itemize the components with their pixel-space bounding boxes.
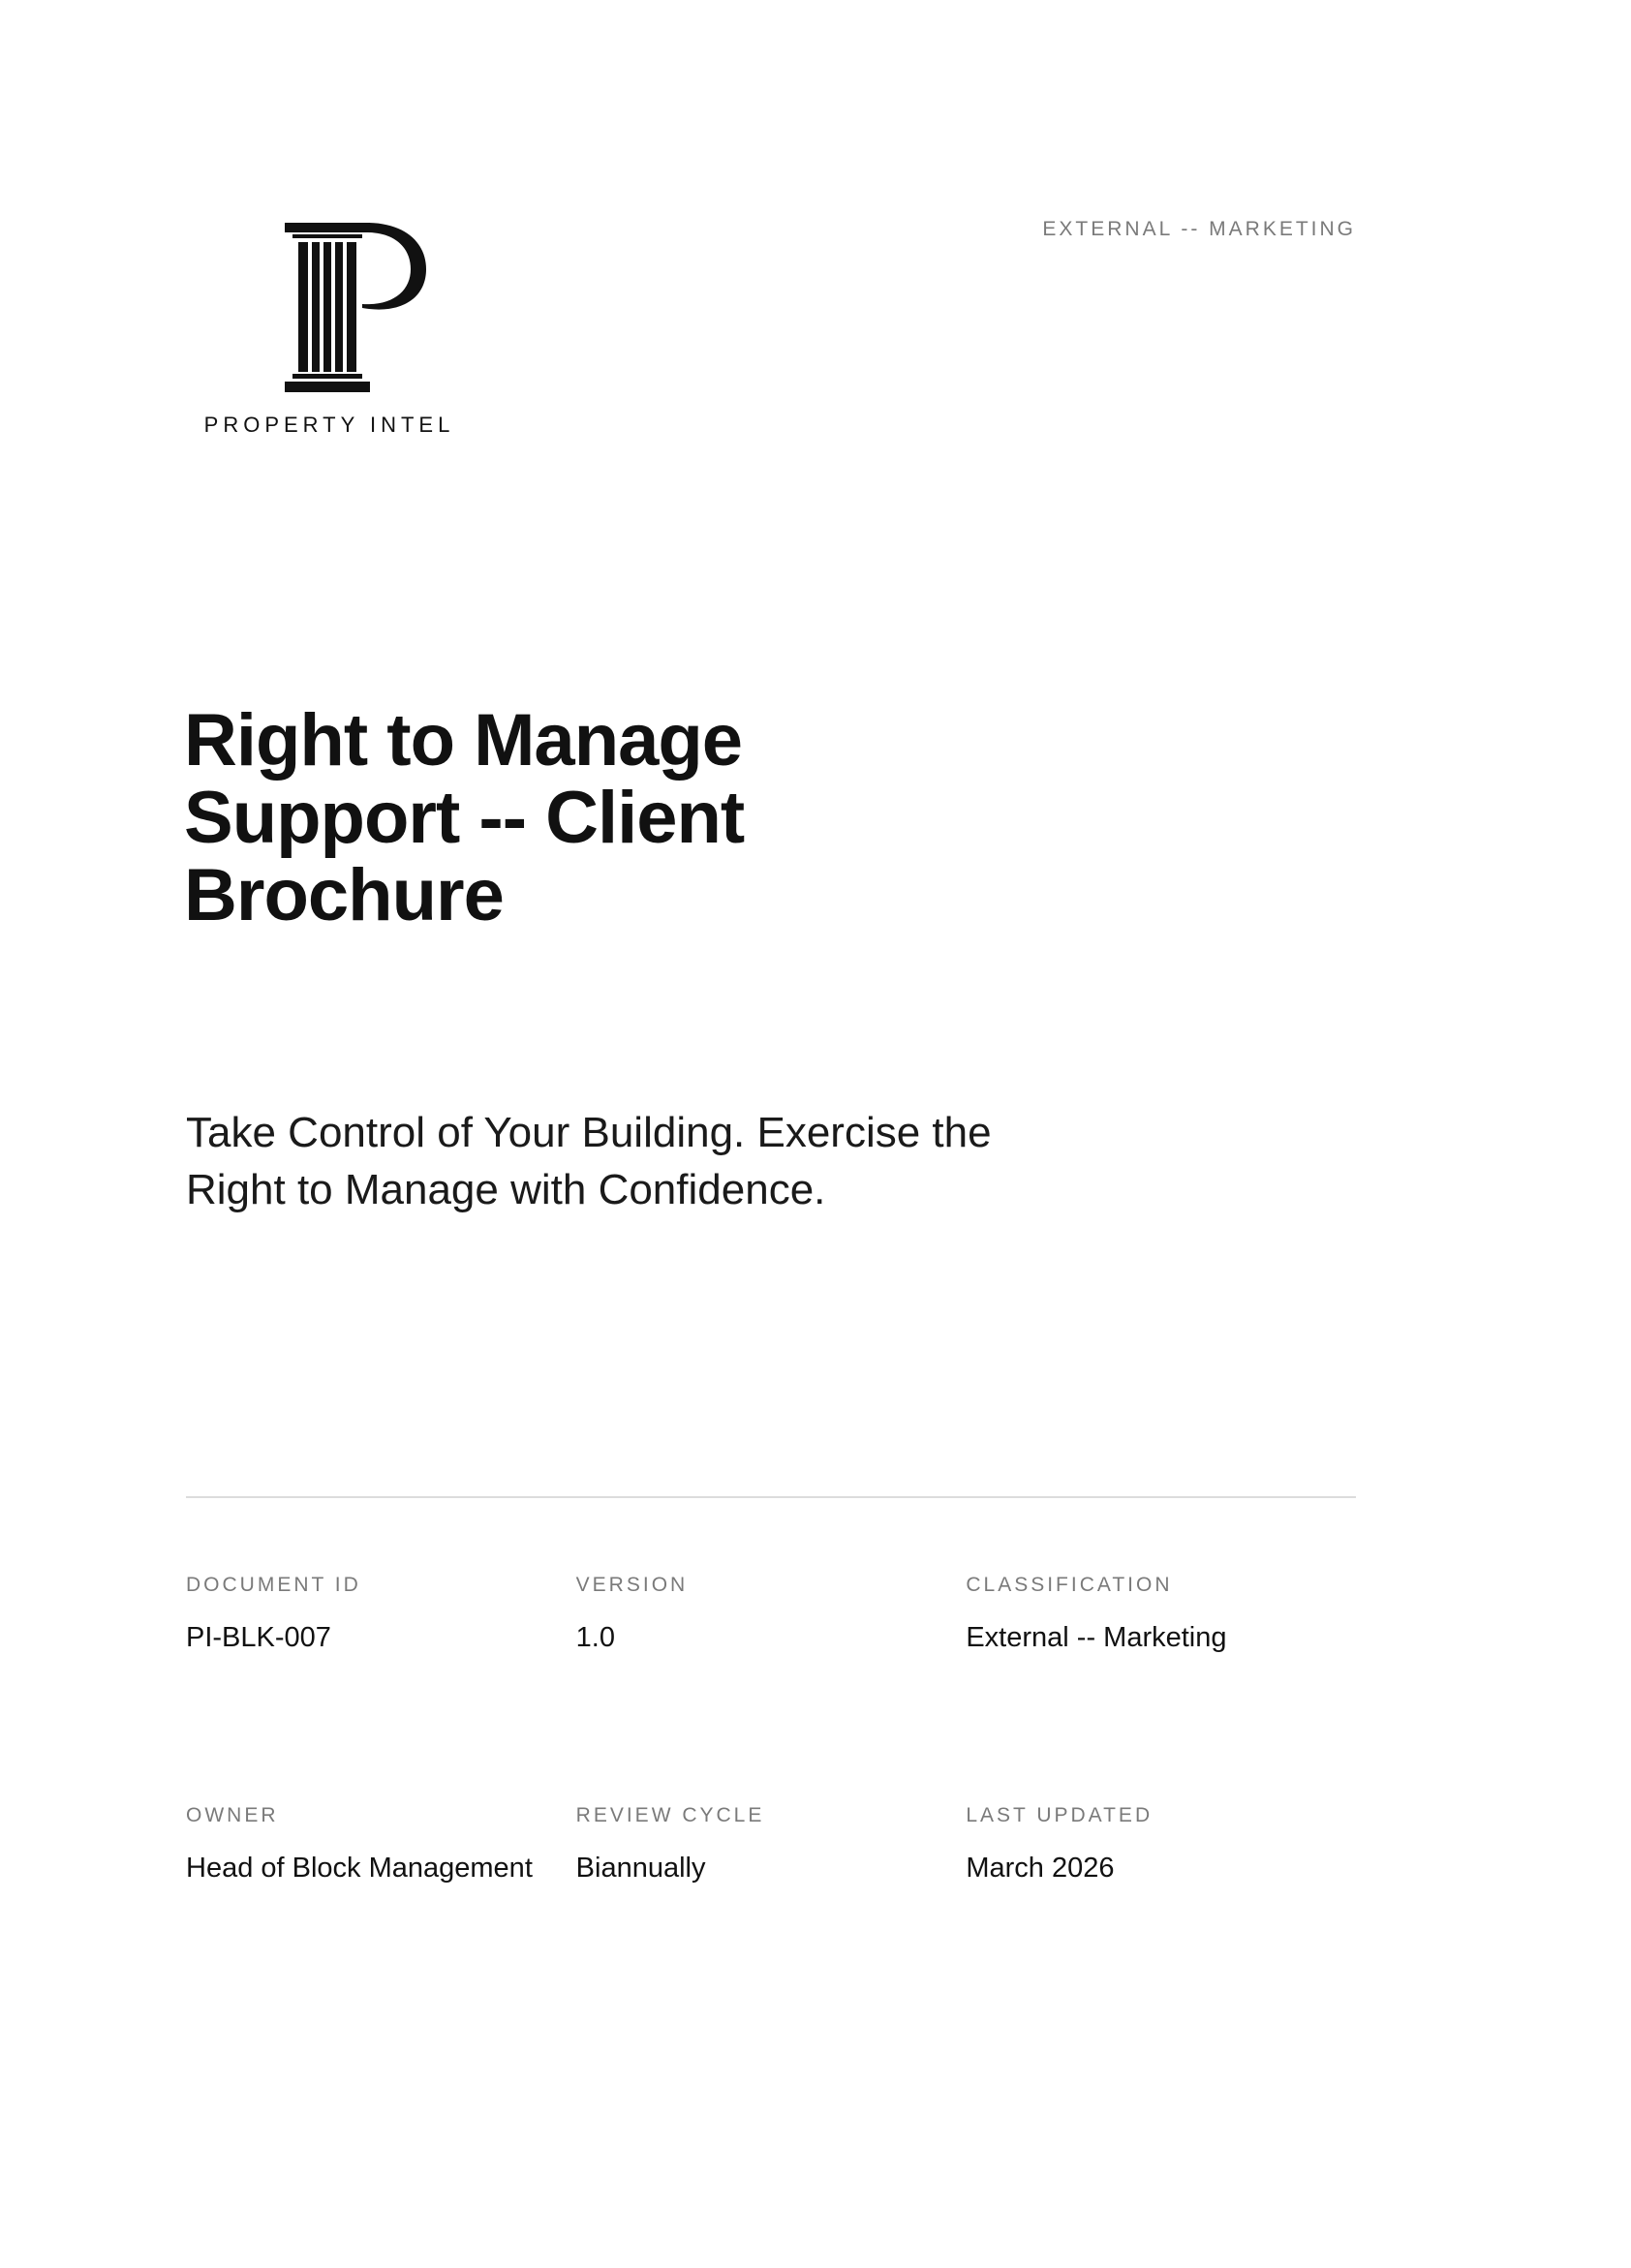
metadata-value: PI-BLK-007: [186, 1622, 331, 1653]
metadata-value: External -- Marketing: [966, 1622, 1227, 1653]
metadata-label: DOCUMENT ID: [186, 1574, 361, 1596]
document-subtitle: Take Control of Your Building. Exercise the Right to Manage with Confidence.: [186, 1109, 992, 1213]
metadata-value: March 2026: [966, 1853, 1115, 1884]
metadata-grid: [186, 1574, 1356, 2035]
metadata-version: [576, 1574, 967, 1804]
metadata-label: REVIEW CYCLE: [575, 1804, 765, 1826]
metadata-label: VERSION: [575, 1574, 689, 1596]
metadata-label: OWNER: [186, 1804, 279, 1826]
metadata-document-id: [186, 1574, 576, 1804]
pillar-p-logo-icon: [281, 223, 426, 392]
metadata-value: 1.0: [575, 1622, 615, 1653]
company-logo: [194, 223, 465, 445]
metadata-row: [186, 1804, 1356, 2035]
metadata-owner: [186, 1804, 576, 2035]
metadata-review-cycle: [576, 1804, 967, 2035]
metadata-label: LAST UPDATED: [966, 1804, 1154, 1826]
document-title: Right to Manage Support -- Client Brochure: [184, 699, 745, 936]
metadata-classification: [966, 1574, 1356, 1804]
classification-tag: EXTERNAL -- MARKETING: [1042, 218, 1356, 240]
section-divider: [186, 1496, 1356, 1498]
logo-wordmark: PROPERTY INTEL: [203, 413, 455, 437]
metadata-last-updated: [966, 1804, 1356, 2035]
metadata-value: Biannually: [575, 1853, 706, 1884]
metadata-row: [186, 1574, 1356, 1804]
metadata-label: CLASSIFICATION: [966, 1574, 1173, 1596]
metadata-value: Head of Block Management: [186, 1853, 533, 1884]
